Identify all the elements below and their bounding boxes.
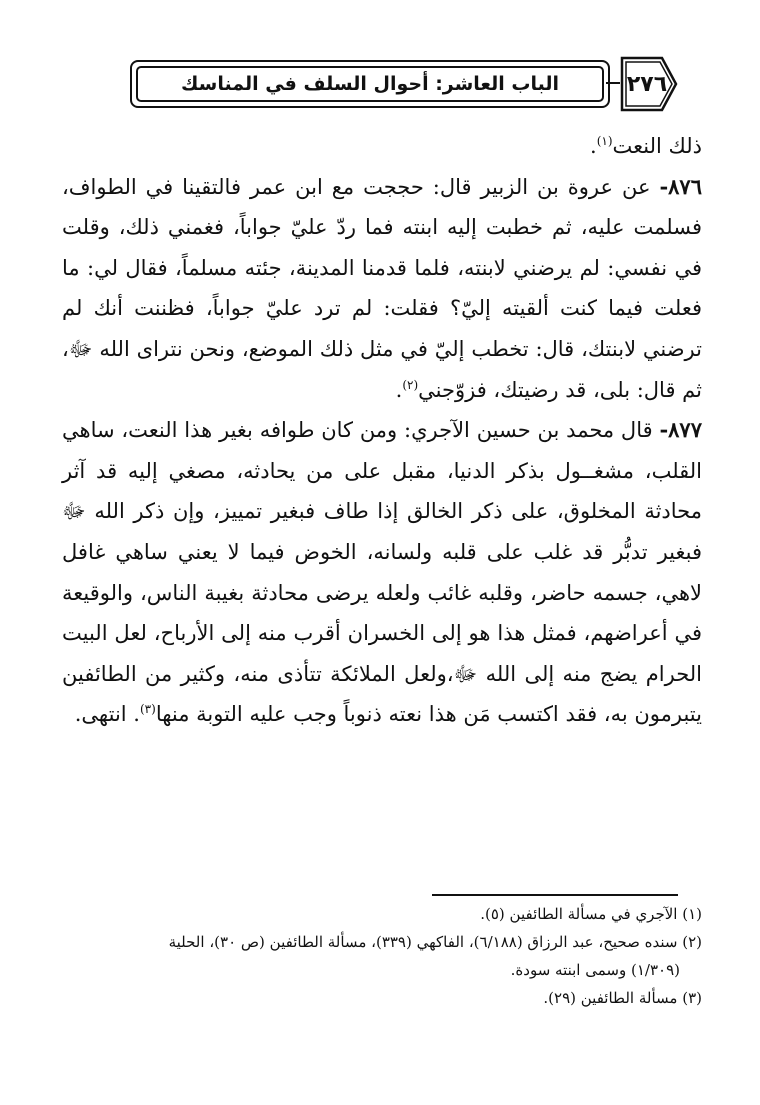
footnote-3: (٣) مسألة الطائفين (٢٩).: [543, 989, 702, 1007]
footnote-separator: [432, 894, 678, 896]
main-text: [62, 126, 702, 735]
footnote-2-continued: (١/٣٠٩) وسمى ابنته سودة.: [510, 961, 680, 979]
footnote-ref: (٢): [402, 377, 419, 392]
footnote-ref: (١): [596, 134, 613, 148]
narration-number: ٨٧٦-: [659, 173, 702, 199]
chapter-title: الباب العاشر: أحوال السلف في المناسك: [180, 73, 560, 95]
footnote-ref: (٣): [139, 702, 156, 717]
page-number: ٢٧٦: [626, 71, 668, 97]
header-connector: [606, 82, 620, 84]
paragraph-continuation: ذلك النعت$^{(١)}$.: [590, 134, 702, 158]
narration-number: ٨٧٧-: [659, 417, 702, 443]
page-header: [130, 52, 678, 122]
page-number-badge: [620, 54, 678, 114]
chapter-title-frame: [130, 60, 610, 108]
footnote-2: (٢) سنده صحيح، عبد الرزاق (٦/١٨٨)، الفاكهي (٣٣٩)، مسألة الطائفين (ص ٣٠)، الحلية: [168, 933, 702, 951]
paragraph-877: ٨٧٧- قال محمد بن حسين الآجري: ومن كان طوافه بغير هذا النعت، ساهي القلب، مشغــول بذكر الدنيا، مقبل على من يحادثه، مصغي إليه قد آثر محادثة المخلوق، على ذكر الخالق إذا طاف فبغير تمييز، وإن ذكر الله ﷻ فبغير تدبُّر قد غلب على قلبه ولسانه، الخوض فيما لا يعني ساهي غافل لاهي، جسمه حاضر، وقلبه غائب ولعله يرضى محادثة بغيبة الناس، والوقيعة في أعراضهم، فمثل هذا هو إلى الخسران أقرب منه إلى الأرباح، لعل البيت الحرام يضج منه إلى الله ﷻ،ولعل الملائكة تتأذى منه، وكثير من الطائفين يتبرمون به، فقد اكتسب مَن هذا نعته ذنوباً وجب عليه التوبة منها$^{(٣)}$. انتهى.: [62, 417, 702, 727]
footnote-1: (١) الآجري في مسألة الطائفين (٥).: [480, 905, 702, 923]
footnotes: [62, 902, 702, 1014]
paragraph-876: ٨٧٦- عن عروة بن الزبير قال: حججت مع ابن عمر فالتقينا في الطواف، فسلمت عليه، ثم خطبت إليه ابنته فما ردّ عليّ جواباً، فغمني ذلك، وقلت في نفسي: لم يرضني لابنته، فلما قدمنا المدينة، جئته مسلماً، فقال لي: ما فعلت فيما كنت ألقيته إليّ؟ فقلت: لم ترد عليّ جواباً، فظننت أنك لم ترضني لابنتك، قال: تخطب إليّ في مثل ذلك الموضع، ونحن نتراى الله ﷻ، ثم قال: بلى، قد رضيتك، فزوّجني$^{(٢)}$.: [62, 173, 702, 402]
